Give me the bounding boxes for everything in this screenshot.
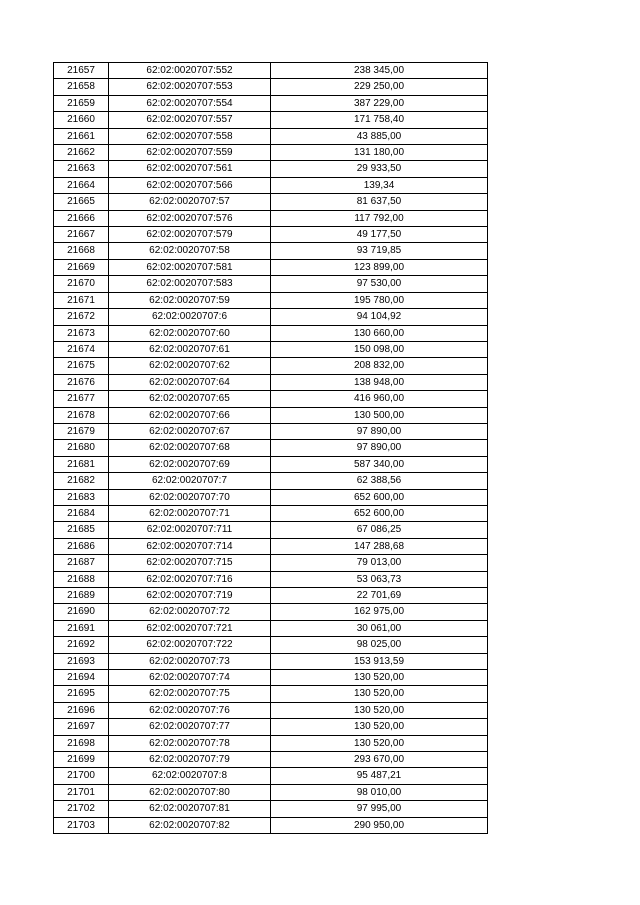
table-row	[54, 292, 488, 308]
row-number-cell: 21681	[54, 456, 109, 472]
value-cell: 130 500,00	[271, 407, 488, 423]
table-row	[54, 358, 488, 374]
cadastral-number-cell: 62:02:0020707:69	[109, 456, 271, 472]
value-cell: 67 086,25	[271, 522, 488, 538]
table-row	[54, 653, 488, 669]
table-row	[54, 456, 488, 472]
row-number-cell: 21668	[54, 243, 109, 259]
cadastral-number-cell: 62:02:0020707:711	[109, 522, 271, 538]
table-row	[54, 374, 488, 390]
value-cell: 30 061,00	[271, 620, 488, 636]
value-cell: 22 701,69	[271, 588, 488, 604]
table-row	[54, 670, 488, 686]
value-cell: 94 104,92	[271, 309, 488, 325]
value-cell: 195 780,00	[271, 292, 488, 308]
value-cell: 138 948,00	[271, 374, 488, 390]
table-row	[54, 161, 488, 177]
row-number-cell: 21659	[54, 95, 109, 111]
value-cell: 123 899,00	[271, 259, 488, 275]
cadastral-number-cell: 62:02:0020707:68	[109, 440, 271, 456]
row-number-cell: 21676	[54, 374, 109, 390]
value-cell: 171 758,40	[271, 112, 488, 128]
cadastral-number-cell: 62:02:0020707:65	[109, 391, 271, 407]
row-number-cell: 21702	[54, 801, 109, 817]
row-number-cell: 21679	[54, 423, 109, 439]
cadastral-number-cell: 62:02:0020707:57	[109, 194, 271, 210]
table-row	[54, 817, 488, 833]
table-row	[54, 309, 488, 325]
cadastral-number-cell: 62:02:0020707:6	[109, 309, 271, 325]
row-number-cell: 21680	[54, 440, 109, 456]
value-cell: 53 063,73	[271, 571, 488, 587]
table-row	[54, 325, 488, 341]
cadastral-number-cell: 62:02:0020707:76	[109, 702, 271, 718]
value-cell: 290 950,00	[271, 817, 488, 833]
table-row	[54, 752, 488, 768]
row-number-cell: 21667	[54, 227, 109, 243]
row-number-cell: 21664	[54, 177, 109, 193]
cadastral-number-cell: 62:02:0020707:62	[109, 358, 271, 374]
cadastral-number-cell: 62:02:0020707:73	[109, 653, 271, 669]
row-number-cell: 21669	[54, 259, 109, 275]
cadastral-number-cell: 62:02:0020707:80	[109, 784, 271, 800]
value-cell: 49 177,50	[271, 227, 488, 243]
row-number-cell: 21665	[54, 194, 109, 210]
table-row	[54, 801, 488, 817]
value-cell: 130 660,00	[271, 325, 488, 341]
value-cell: 208 832,00	[271, 358, 488, 374]
row-number-cell: 21675	[54, 358, 109, 374]
table-row	[54, 522, 488, 538]
value-cell: 153 913,59	[271, 653, 488, 669]
cadastral-number-cell: 62:02:0020707:74	[109, 670, 271, 686]
row-number-cell: 21693	[54, 653, 109, 669]
table-row	[54, 227, 488, 243]
cadastral-number-cell: 62:02:0020707:553	[109, 79, 271, 95]
row-number-cell: 21684	[54, 505, 109, 521]
value-cell: 162 975,00	[271, 604, 488, 620]
value-cell: 117 792,00	[271, 210, 488, 226]
table-row	[54, 440, 488, 456]
row-number-cell: 21678	[54, 407, 109, 423]
cadastral-value-table	[53, 62, 488, 834]
cadastral-number-cell: 62:02:0020707:70	[109, 489, 271, 505]
row-number-cell: 21687	[54, 555, 109, 571]
cadastral-number-cell: 62:02:0020707:60	[109, 325, 271, 341]
cadastral-number-cell: 62:02:0020707:714	[109, 538, 271, 554]
value-cell: 130 520,00	[271, 686, 488, 702]
value-cell: 81 637,50	[271, 194, 488, 210]
table-row	[54, 259, 488, 275]
cadastral-number-cell: 62:02:0020707:7	[109, 473, 271, 489]
value-cell: 652 600,00	[271, 489, 488, 505]
table-row	[54, 784, 488, 800]
value-cell: 229 250,00	[271, 79, 488, 95]
table-row	[54, 489, 488, 505]
row-number-cell: 21683	[54, 489, 109, 505]
row-number-cell: 21691	[54, 620, 109, 636]
row-number-cell: 21686	[54, 538, 109, 554]
table-row	[54, 341, 488, 357]
row-number-cell: 21697	[54, 719, 109, 735]
value-cell: 43 885,00	[271, 128, 488, 144]
value-cell: 97 890,00	[271, 440, 488, 456]
table-row	[54, 128, 488, 144]
table-row	[54, 538, 488, 554]
row-number-cell: 21700	[54, 768, 109, 784]
row-number-cell: 21671	[54, 292, 109, 308]
table-row	[54, 194, 488, 210]
value-cell: 93 719,85	[271, 243, 488, 259]
value-cell: 130 520,00	[271, 719, 488, 735]
value-cell: 98 010,00	[271, 784, 488, 800]
table-row	[54, 719, 488, 735]
table-row	[54, 555, 488, 571]
value-cell: 97 530,00	[271, 276, 488, 292]
cadastral-number-cell: 62:02:0020707:67	[109, 423, 271, 439]
cadastral-number-cell: 62:02:0020707:716	[109, 571, 271, 587]
row-number-cell: 21661	[54, 128, 109, 144]
table-row	[54, 276, 488, 292]
cadastral-number-cell: 62:02:0020707:75	[109, 686, 271, 702]
row-number-cell: 21660	[54, 112, 109, 128]
value-cell: 29 933,50	[271, 161, 488, 177]
row-number-cell: 21662	[54, 145, 109, 161]
row-number-cell: 21688	[54, 571, 109, 587]
cadastral-number-cell: 62:02:0020707:61	[109, 341, 271, 357]
row-number-cell: 21695	[54, 686, 109, 702]
value-cell: 97 890,00	[271, 423, 488, 439]
value-cell: 62 388,56	[271, 473, 488, 489]
row-number-cell: 21701	[54, 784, 109, 800]
row-number-cell: 21673	[54, 325, 109, 341]
value-cell: 147 288,68	[271, 538, 488, 554]
cadastral-number-cell: 62:02:0020707:8	[109, 768, 271, 784]
row-number-cell: 21670	[54, 276, 109, 292]
cadastral-number-cell: 62:02:0020707:78	[109, 735, 271, 751]
row-number-cell: 21685	[54, 522, 109, 538]
row-number-cell: 21663	[54, 161, 109, 177]
cadastral-number-cell: 62:02:0020707:82	[109, 817, 271, 833]
row-number-cell: 21682	[54, 473, 109, 489]
value-cell: 652 600,00	[271, 505, 488, 521]
row-number-cell: 21657	[54, 63, 109, 79]
table-row	[54, 702, 488, 718]
cadastral-number-cell: 62:02:0020707:79	[109, 752, 271, 768]
cadastral-number-cell: 62:02:0020707:552	[109, 63, 271, 79]
cadastral-number-cell: 62:02:0020707:583	[109, 276, 271, 292]
value-cell: 387 229,00	[271, 95, 488, 111]
row-number-cell: 21703	[54, 817, 109, 833]
cadastral-number-cell: 62:02:0020707:559	[109, 145, 271, 161]
cadastral-number-cell: 62:02:0020707:561	[109, 161, 271, 177]
table-row	[54, 571, 488, 587]
cadastral-number-cell: 62:02:0020707:554	[109, 95, 271, 111]
table-row	[54, 473, 488, 489]
table-row	[54, 505, 488, 521]
cadastral-number-cell: 62:02:0020707:557	[109, 112, 271, 128]
table-row	[54, 63, 488, 79]
cadastral-number-cell: 62:02:0020707:721	[109, 620, 271, 636]
row-number-cell: 21666	[54, 210, 109, 226]
cadastral-number-cell: 62:02:0020707:64	[109, 374, 271, 390]
value-cell: 97 995,00	[271, 801, 488, 817]
table-row	[54, 391, 488, 407]
cadastral-number-cell: 62:02:0020707:72	[109, 604, 271, 620]
value-cell: 131 180,00	[271, 145, 488, 161]
table-row	[54, 210, 488, 226]
cadastral-number-cell: 62:02:0020707:77	[109, 719, 271, 735]
row-number-cell: 21674	[54, 341, 109, 357]
cadastral-number-cell: 62:02:0020707:566	[109, 177, 271, 193]
value-cell: 130 520,00	[271, 735, 488, 751]
cadastral-number-cell: 62:02:0020707:581	[109, 259, 271, 275]
row-number-cell: 21672	[54, 309, 109, 325]
cadastral-number-cell: 62:02:0020707:66	[109, 407, 271, 423]
table-row	[54, 423, 488, 439]
value-cell: 293 670,00	[271, 752, 488, 768]
table-row	[54, 79, 488, 95]
value-cell: 150 098,00	[271, 341, 488, 357]
value-cell: 79 013,00	[271, 555, 488, 571]
table-body	[54, 63, 488, 834]
table-row	[54, 768, 488, 784]
row-number-cell: 21696	[54, 702, 109, 718]
table-row	[54, 637, 488, 653]
value-cell: 130 520,00	[271, 702, 488, 718]
cadastral-number-cell: 62:02:0020707:719	[109, 588, 271, 604]
cadastral-number-cell: 62:02:0020707:722	[109, 637, 271, 653]
table-row	[54, 407, 488, 423]
value-cell: 416 960,00	[271, 391, 488, 407]
table-row	[54, 686, 488, 702]
row-number-cell: 21658	[54, 79, 109, 95]
cadastral-number-cell: 62:02:0020707:58	[109, 243, 271, 259]
table-row	[54, 588, 488, 604]
cadastral-number-cell: 62:02:0020707:81	[109, 801, 271, 817]
cadastral-number-cell: 62:02:0020707:71	[109, 505, 271, 521]
table-row	[54, 243, 488, 259]
cadastral-number-cell: 62:02:0020707:579	[109, 227, 271, 243]
row-number-cell: 21698	[54, 735, 109, 751]
table-row	[54, 604, 488, 620]
value-cell: 130 520,00	[271, 670, 488, 686]
table-row	[54, 112, 488, 128]
row-number-cell: 21690	[54, 604, 109, 620]
table-row	[54, 95, 488, 111]
value-cell: 587 340,00	[271, 456, 488, 472]
value-cell: 139,34	[271, 177, 488, 193]
row-number-cell: 21689	[54, 588, 109, 604]
table-row	[54, 620, 488, 636]
cadastral-number-cell: 62:02:0020707:59	[109, 292, 271, 308]
cadastral-number-cell: 62:02:0020707:558	[109, 128, 271, 144]
row-number-cell: 21699	[54, 752, 109, 768]
table-row	[54, 735, 488, 751]
row-number-cell: 21694	[54, 670, 109, 686]
value-cell: 95 487,21	[271, 768, 488, 784]
table-row	[54, 145, 488, 161]
row-number-cell: 21677	[54, 391, 109, 407]
value-cell: 98 025,00	[271, 637, 488, 653]
cadastral-number-cell: 62:02:0020707:576	[109, 210, 271, 226]
cadastral-number-cell: 62:02:0020707:715	[109, 555, 271, 571]
table-row	[54, 177, 488, 193]
value-cell: 238 345,00	[271, 63, 488, 79]
row-number-cell: 21692	[54, 637, 109, 653]
